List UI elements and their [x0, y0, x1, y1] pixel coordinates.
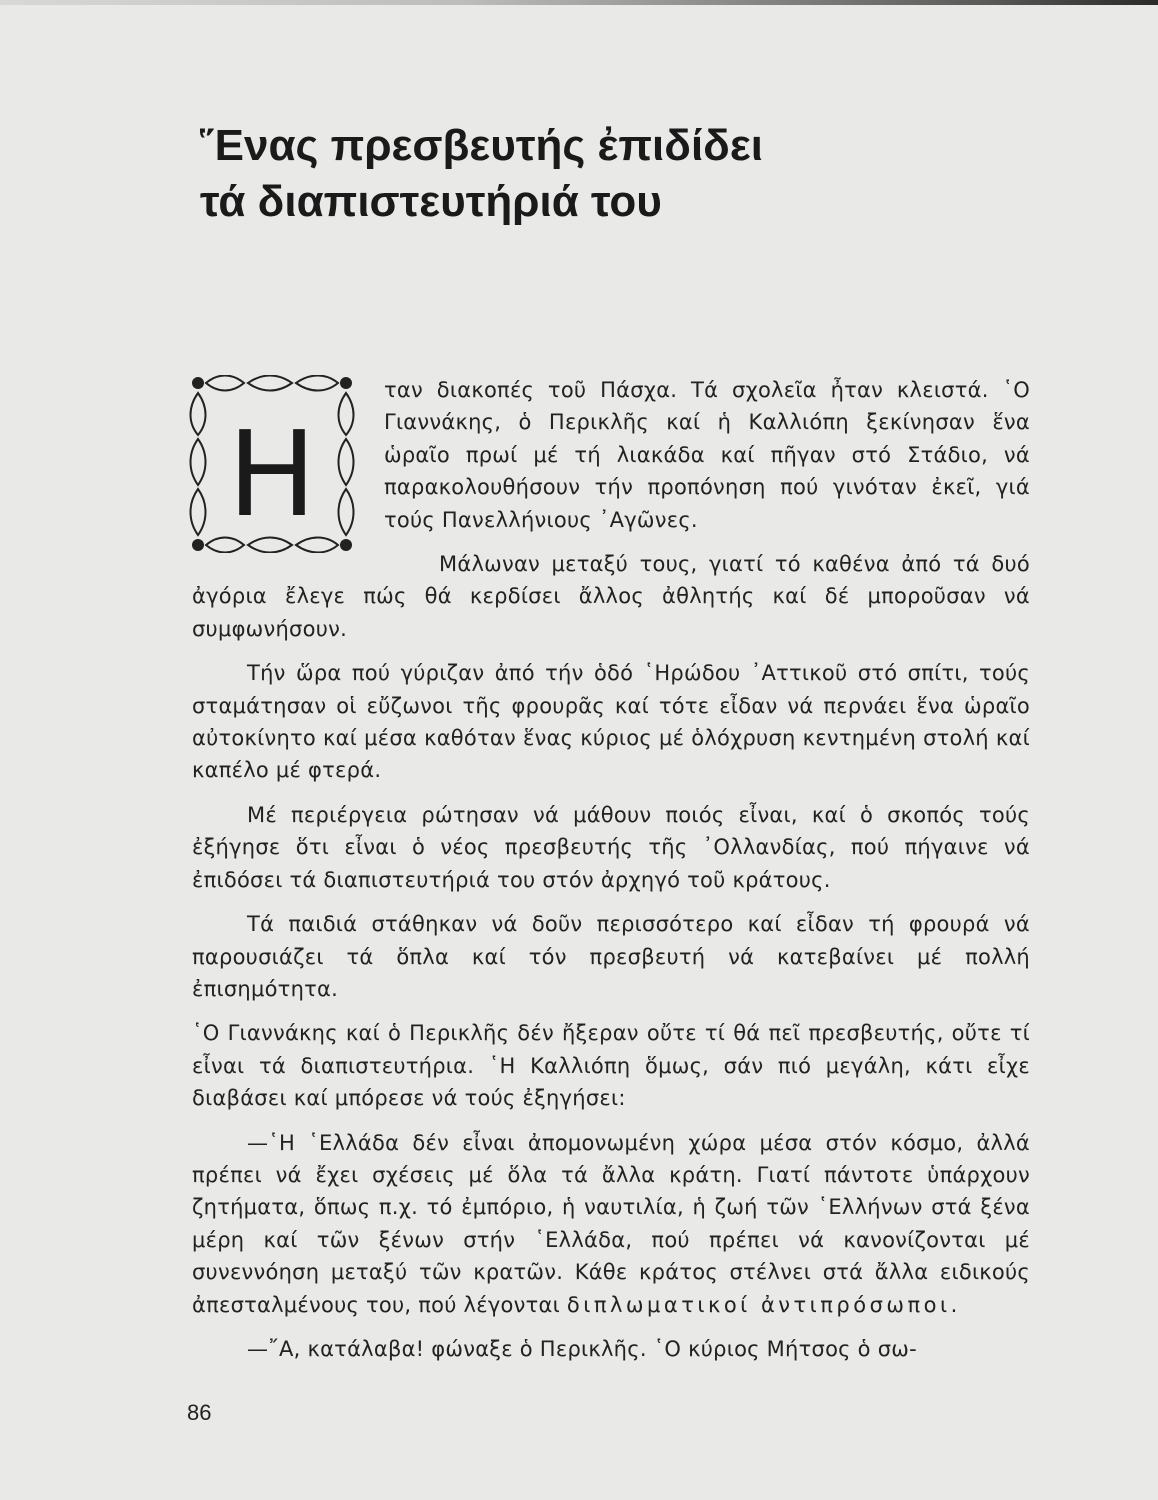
paragraph-1: ταν διακοπές τοῦ Πάσχα. Τά σχολεῖα ἦταν κλειστά. ῾Ο Γιαννάκης, ὁ Περικλῆς καί ἡ Καλλιόπη ξεκίνησαν ἕνα ὡραῖο πρωί μέ τή λιακάδα καί πῆγαν στό Στάδιο, νά παρακολουθήσουν τήν προπόνηση πού γινόταν ἐκεῖ, γιά τούς Πανελλήνιους ᾿Αγῶνες.: [384, 378, 1030, 532]
paragraph-2: Μάλωναν μεταξύ τους, γιατί τό καθένα ἀπό τά δυό ἀγόρια ἔλεγε πώς θά κερδίσει ἄλλος ἀθλητής καί δέ μποροῦσαν νά συμφωνήσουν.: [192, 552, 1030, 641]
paragraph-4: Μέ περιέργεια ρώτησαν νά μάθουν ποιός εἶναι, καί ὁ σκοπός τούς ἐξήγησε ὅτι εἶναι ὁ νέος πρεσβευτής τῆς ᾿Ολλανδίας, πού πήγαινε νά ἐπιδόσει τά διαπιστευτήριά του στόν ἀρχηγό τοῦ κράτους.: [192, 802, 1030, 892]
paragraph-8: —῎Α, κατάλαβα! φώναξε ὁ Περικλῆς. ῾Ο κύριος Μήτσος ὁ σω-: [247, 1336, 917, 1361]
paragraph-6: ῾Ο Γιαννάκης καί ὁ Περικλῆς δέν ἤξεραν οὔτε τί θά πεῖ πρεσβευτής, οὔτε τί εἶναι τά διαπιστευτήρια. ῾Η Καλλιόπη ὅμως, σάν πιό μεγάλη, κάτι εἶχε διαβάσει καί μπόρεσε νά τούς ἐξηγήσει:: [192, 1021, 1030, 1111]
scan-edge: [0, 0, 1158, 5]
spaced-term: διπλωματικοί ἀντιπρόσωποι.: [566, 1292, 961, 1317]
drop-cap-letter: Η: [227, 405, 317, 543]
page-number: 86: [187, 1400, 212, 1425]
chapter-title-line-2: τά διαπιστευτήριά του: [200, 177, 662, 226]
chapter-title-line-1: ῞Ενας πρεσβευτής ἐπιδίδει: [200, 121, 763, 170]
paragraph-5: Τά παιδιά στάθηκαν νά δοῦν περισσότερο καί εἶδαν τή φρουρά νά παρουσιάζει τά ὅπλα καί τόν πρεσβευτή νά κατεβαίνει μέ πολλή ἐπισημότητα.: [192, 912, 1030, 1001]
body-text: [192, 374, 1030, 1365]
chapter-title: [200, 118, 1100, 230]
drop-cap-space: [192, 374, 384, 554]
paragraph-7-text: —῾Η ῾Ελλάδα δέν εἶναι ἀπομονωμένη χώρα μέσα στόν κόσμο, ἀλλά πρέπει νά ἔχει σχέσεις μέ ὅλα τά ἄλλα κράτη. Γιατί πάντοτε ὑπάρχουν ζητήματα, ὅπως π.χ. τό ἐμπόριο, ἡ ναυτιλία, ἡ ζωή τῶν ῾Ελλήνων στά ξένα μέρη καί τῶν ξένων στήν ῾Ελλάδα, πού πρέπει νά κανονίζονται μέ συνεννόηση μεταξύ τῶν κρατῶν. Κάθε κράτος στέλνει στά ἄλλα ειδικούς ἀπεσταλμένους του, πού λέγονται: [192, 1130, 1030, 1317]
paragraph-7: [192, 1127, 1030, 1321]
paragraph-3: Τήν ὥρα πού γύριζαν ἀπό τήν ὁδό ῾Ηρώδου ᾿Αττικοῦ στό σπίτι, τούς σταμάτησαν οἱ εὔζωνοι τῆς φρουρᾶς καί τότε εἶδαν νά περνάει ἕνα ὡραῖο αὐτοκίνητο καί μέσα καθόταν ἕνας κύριος μέ ὁλόχρυση κεντημένη στολή καί καπέλο μέ φτερά.: [192, 661, 1030, 783]
